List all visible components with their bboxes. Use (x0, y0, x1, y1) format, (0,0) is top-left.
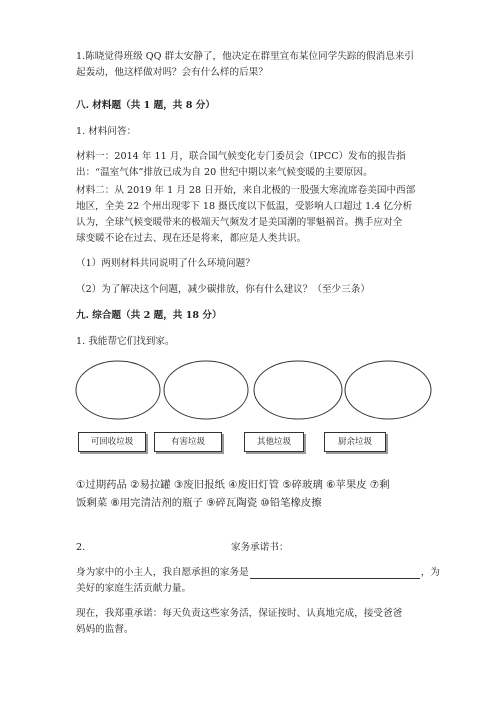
bin-label-hazardous: 有害垃圾 (154, 432, 222, 452)
promise-text: 妈妈的监督。 (76, 624, 134, 635)
question-text: 1. 我能帮它们找到家。 (76, 336, 175, 347)
bin-label-other: 其他垃圾 (244, 432, 304, 452)
question-text: 1.陈晓觉得班级 QQ 群太安静了，他决定在群里宣布某位同学失踪的假消息来引 (76, 51, 414, 62)
promise-text-end: ，为 (420, 567, 440, 578)
oval (76, 361, 160, 419)
bin-label-kitchen: 厨余垃圾 (324, 432, 386, 452)
items-list: ①过期药品 ②易拉罐 ③废旧报纸 ④废旧灯管 ⑤碎玻璃 ⑥苹果皮 ⑦剩 (76, 479, 390, 491)
sub-question: （1）两则材料共同说明了什么环境问题？ (76, 258, 255, 269)
section-heading: 九. 综合题（共 2 题，共 18 分） (76, 310, 222, 321)
answer-blank[interactable] (250, 568, 420, 579)
oval (164, 361, 248, 419)
material-text: 球变暖不论在过去、现在还是将来，都应是人类共识。 (76, 233, 307, 244)
material-text: 材料一：2014 年 11 月，联合国气候变化专门委员会（IPCC）发布的报告指 (76, 151, 406, 162)
promise-text: 现在，我郑重承诺：每天负责这些家务活，保证按时、认真地完成，接受爸爸 (76, 608, 403, 619)
material-text: 出：“温室气体”排放已成为自 20 世纪中期以来气候变暖的主要原因。 (76, 167, 373, 178)
promise-text (76, 566, 440, 579)
material-text: 材料二：从 2019 年 1 月 28 日开始，来自北极的一股强大寒流席卷美国中西部 (76, 185, 416, 196)
sub-question: （2）为了解决这个问题，减少碳排放，你有什么建议？（至少三条） (76, 284, 370, 295)
items-list: 饭剩菜 ⑧用完清洁剂的瓶子 ⑨碎瓦陶瓷 ⑩铅笔橡皮擦 (76, 497, 322, 509)
question-text: 1. 材料问答： (76, 126, 137, 137)
section-heading: 八. 材料题（共 1 题，共 8 分） (76, 100, 215, 111)
bin-ovals (74, 358, 434, 422)
material-text: 地区，全美 22 个州出现零下 18 摄氏度以下低温，受影响人口超过 1.4 亿分析 (76, 201, 413, 212)
promise-text-start: 身为家中的小主人，我自愿承担的家务是 (76, 567, 249, 578)
oval (345, 361, 431, 419)
question-number: 2. (76, 542, 86, 553)
material-text: 认为，全球气候变暖带来的极端天气频发才是美国潮的罪魁祸首。携手应对全 (76, 217, 403, 228)
oval (254, 361, 342, 419)
promise-title: 家务承诺书： (231, 542, 289, 553)
bin-label-recyclable: 可回收垃圾 (78, 432, 146, 452)
promise-text: 美好的家庭生活贡献力量。 (76, 583, 192, 594)
question-text: 起轰动，他这样做对吗？会有什么样的后果？ (76, 67, 268, 78)
